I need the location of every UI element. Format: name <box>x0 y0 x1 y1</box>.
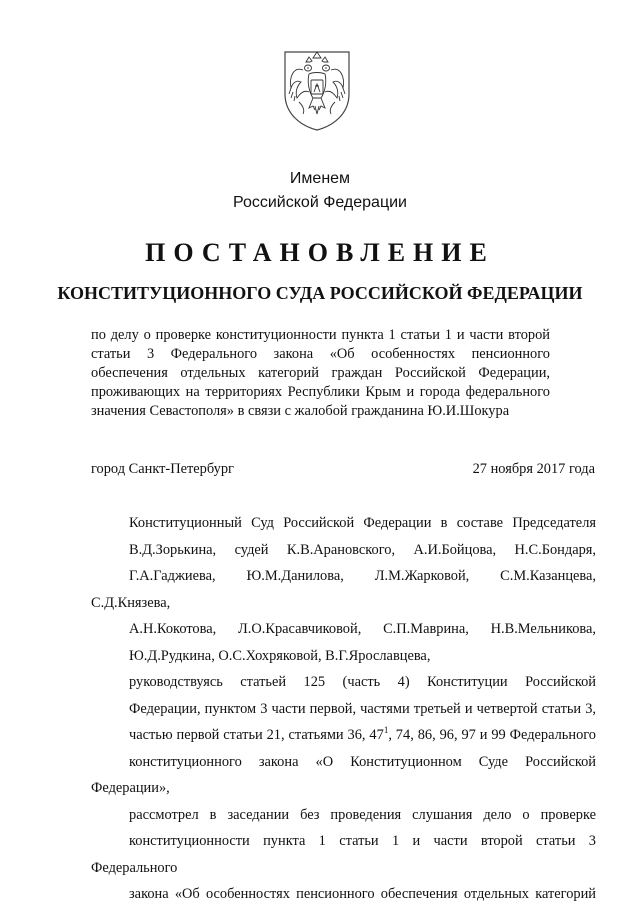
article-superscript: 1 <box>383 725 389 735</box>
document-title: ПОСТАНОВЛЕНИЕ <box>145 238 495 267</box>
para3-line-2: конституционности пункта 1 статьи 1 и части второй статьи 3 Федерального <box>91 833 596 876</box>
header-line-1: Именем <box>289 170 351 187</box>
decision-date: 27 ноября 2017 года <box>472 461 595 477</box>
para2-line-4: конституционного закона «О Конституционном Суде Российской Федерации», <box>91 753 596 796</box>
para1-line-1: Конституционный Суд Российской Федерации в составе Председателя <box>129 515 596 531</box>
city: город Санкт-Петербург <box>91 461 234 477</box>
para2-line-3 <box>91 722 596 749</box>
para2-line-2: Федерации, пунктом 3 части первой, частями третьей и четвертой статьи 3, <box>129 700 596 717</box>
para1-line-4: А.Н.Кокотова, Л.О.Красавчиковой, С.П.Маврина, Н.В.Мельникова, <box>129 621 596 637</box>
document-body <box>91 510 596 908</box>
coat-of-arms-icon <box>279 48 355 132</box>
para1-line-5: Ю.Д.Рудкина, О.С.Хохряковой, В.Г.Ярославцева, <box>129 647 431 664</box>
para2-line-1: руководствуясь статьей 125 (часть 4) Конституции Российской <box>129 674 596 690</box>
para2-line-3-start: частью первой статьи 21, статьями 36, 47 <box>129 727 384 743</box>
para2-line-3-end: , 74, 86, 96, 97 и 99 Федерального <box>388 727 597 743</box>
document-subtitle: КОНСТИТУЦИОННОГО СУДА РОССИЙСКОЙ ФЕДЕРАЦИИ <box>57 283 583 303</box>
case-subject: по делу о проверке конституционности пункта 1 статьи 1 и части второй статьи 3 Федерального закона «Об особенностях пенсионного обеспечения отдельных категорий граждан Российской Федерации, проживающих на территориях Республики Крым и города федерального значения Севастополя» в связи с жалобой гражданина Ю.И.Шокура <box>91 327 550 419</box>
para1-line-2: В.Д.Зорькина, судей К.В.Арановского, А.И.Бойцова, Н.С.Бондаря, <box>129 541 596 558</box>
para3-line-3: закона «Об особенностях пенсионного обеспечения отдельных категорий <box>129 886 596 902</box>
para1-line-3: Г.А.Гаджиева, Ю.М.Данилова, Л.М.Жарковой, С.М.Казанцева, С.Д.Князева, <box>91 568 596 611</box>
para3-line-1: рассмотрел в заседании без проведения слушания дело о проверке <box>129 806 596 823</box>
header-line-2: Российской Федерации <box>233 194 407 211</box>
